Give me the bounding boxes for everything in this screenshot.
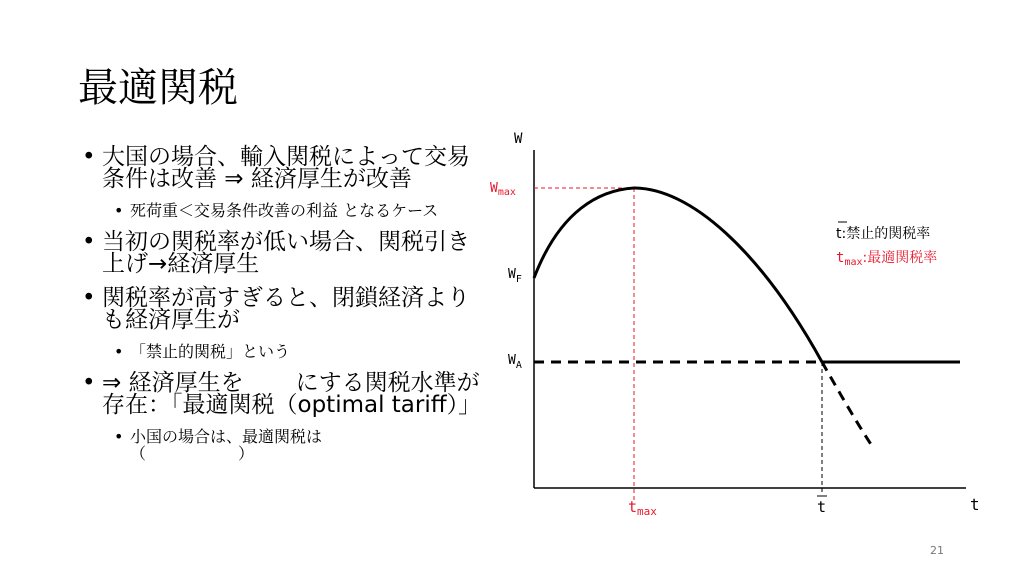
- welfare-curve: [534, 188, 822, 362]
- wmax-label-sub: max: [497, 187, 516, 198]
- legend-tmax-sub: max: [844, 257, 863, 268]
- bullet-text: ⇒ 経済厚生を: [102, 370, 244, 396]
- legend-tmax-text: :最適関税率: [862, 250, 938, 266]
- wf-label-main: W: [508, 267, 516, 282]
- bullet-text: 大国の場合、輸入関税によって交易条件は改善 ⇒ 経済厚生が改善: [102, 144, 470, 192]
- tmax-label-main: t: [628, 498, 638, 516]
- bullet-text: にする関税水準が存在：「最適関税（optimal tariff）」: [102, 370, 482, 418]
- legend-tmax-main: t: [836, 250, 845, 266]
- y-axis-label: W: [514, 131, 523, 147]
- open-paren: （: [130, 444, 147, 463]
- legend-tmax: [836, 250, 937, 268]
- tmax-label-sub: max: [637, 505, 657, 518]
- wf-label-sub: F: [515, 274, 522, 285]
- page-title: 最適関税: [78, 65, 238, 111]
- page-number: 21: [930, 544, 944, 557]
- wa-label: [508, 353, 522, 371]
- close-paren: ）: [238, 444, 255, 463]
- tbar-label: t: [817, 498, 827, 516]
- bullet-text: 当初の関税率が低い場合、関税引き上げ→経済厚生: [102, 229, 470, 277]
- wa-label-main: W: [508, 353, 516, 368]
- wf-label: [508, 267, 522, 285]
- wmax-label: [490, 181, 516, 198]
- wa-label-sub: A: [515, 360, 522, 371]
- legend-tbar: t:禁止的関税率: [836, 226, 931, 242]
- sub-bullet-text: 死荷重＜交易条件改善の利益 となるケース: [130, 201, 439, 220]
- wmax-label-main: W: [490, 181, 498, 196]
- tmax-label: [628, 498, 657, 518]
- bullet-text: 関税率が高すぎると、閉鎖経済よりも経済厚生が: [102, 285, 470, 333]
- sub-bullet-text: 「禁止的関税」という: [130, 342, 291, 361]
- welfare-curve-continuation: [822, 362, 872, 446]
- sub-bullet-text: 小国の場合は、最適関税は: [130, 427, 323, 446]
- x-axis-label: t: [970, 495, 980, 514]
